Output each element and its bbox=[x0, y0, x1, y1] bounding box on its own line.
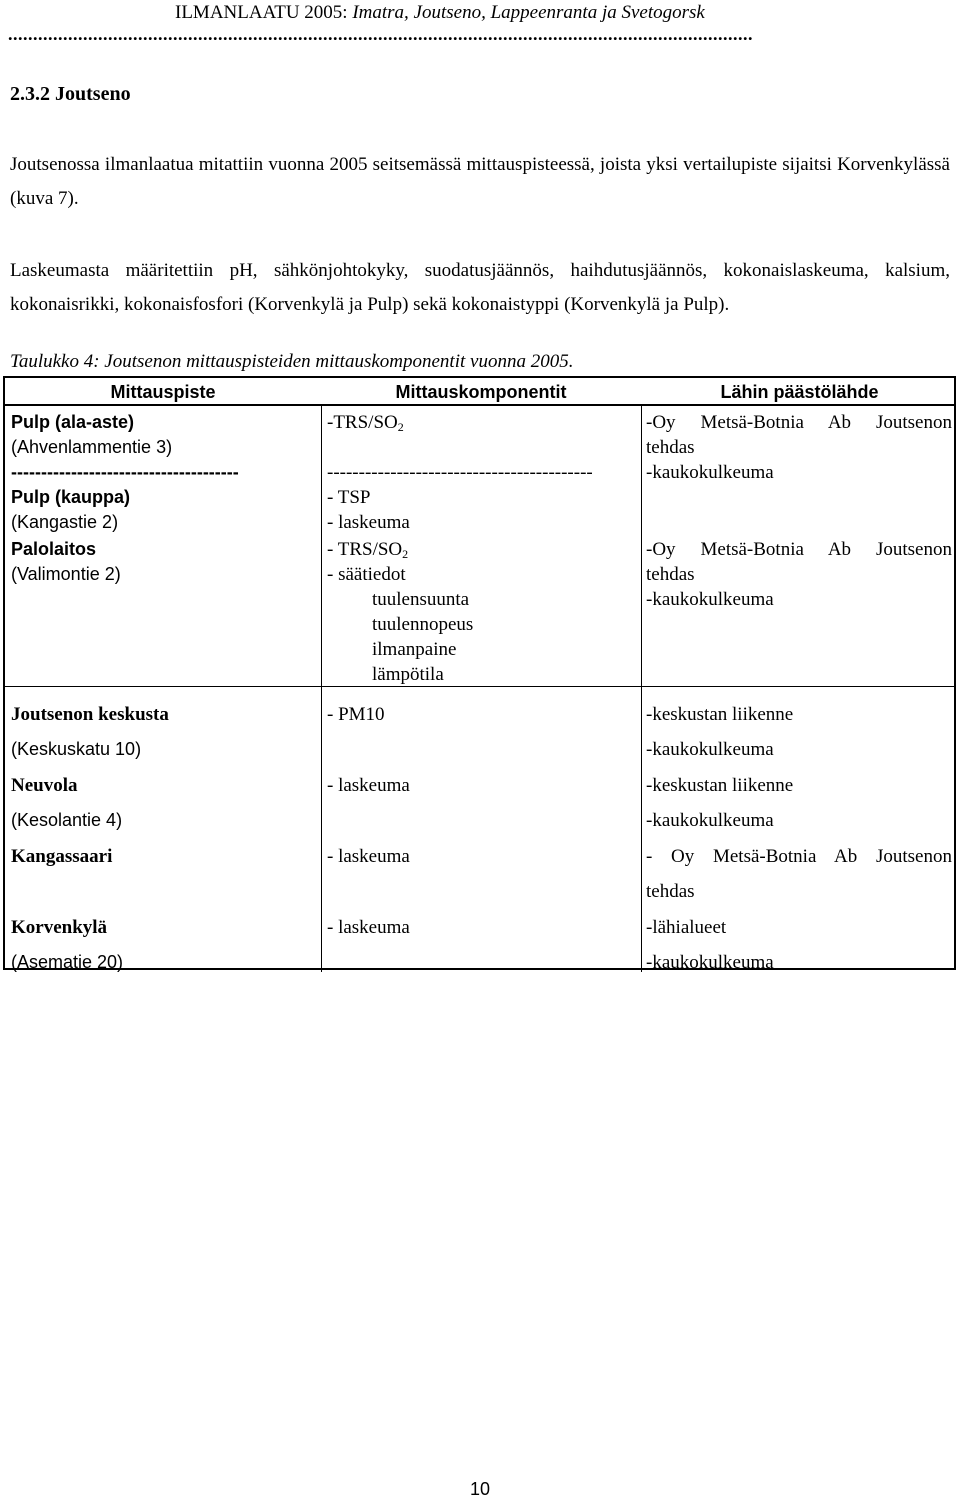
station-address: (Kesolantie 4) bbox=[11, 810, 123, 830]
station-address: (Keskuskatu 10) bbox=[11, 739, 142, 759]
dashed-separator: ------------------------------------------ bbox=[327, 462, 593, 483]
table-row-pulp-components bbox=[327, 410, 637, 535]
table-row-neuvola-components bbox=[327, 768, 637, 803]
table-row-kangassaari-name bbox=[11, 839, 311, 874]
table-row-neuvola-name bbox=[11, 768, 311, 838]
component-item: - TRS/$SO_2$ bbox=[327, 539, 409, 561]
component-item: - TSP bbox=[327, 487, 371, 508]
header-mittauspiste: Mittauspiste bbox=[110, 382, 216, 402]
source-item: -kaukokulkeuma bbox=[646, 739, 774, 760]
component-subitem: tuulennopeus bbox=[372, 614, 474, 635]
running-header bbox=[175, 2, 705, 24]
station-name: Pulp (kauppa) bbox=[11, 487, 131, 507]
paragraph-1: Joutsenossa ilmanlaatua mitattiin vuonna 2005 seitsemässä mittauspisteessä, joista yksi vertailupiste sijaitsi Korvenkylässä (kuva 7). bbox=[10, 154, 950, 209]
header-mittauskomponentit: Mittauskomponentit bbox=[395, 382, 567, 402]
source-item: tehdas bbox=[646, 437, 695, 458]
column-divider bbox=[321, 404, 322, 972]
station-name: Palolaitos bbox=[11, 539, 97, 559]
table-row-kangassaari-components bbox=[327, 839, 637, 874]
table-row-korvenkyla-name bbox=[11, 910, 311, 980]
component-item: - laskeuma bbox=[327, 775, 410, 796]
table-row-pulp-sources bbox=[646, 410, 952, 485]
component-item: - PM10 bbox=[327, 704, 385, 725]
measurement-table bbox=[3, 376, 956, 973]
table-row-palolaitos-sources bbox=[646, 537, 952, 612]
source-item: -kaukokulkeuma bbox=[646, 810, 774, 831]
station-name: Pulp (ala-aste) bbox=[11, 412, 135, 432]
component-subitem: ilmanpaine bbox=[372, 639, 457, 660]
section-title: 2.3.2 Joutseno bbox=[10, 83, 131, 105]
header-title-prefix: ILMANLAATU 2005: bbox=[175, 2, 353, 23]
page-number: 10 bbox=[469, 1479, 491, 1499]
source-item: -Oy Metsä-Botnia Ab Joutsenon bbox=[646, 539, 952, 560]
component-item: - laskeuma bbox=[327, 917, 410, 938]
header-title-italic: Imatra, Joutseno, Lappeenranta ja Svetogorsk bbox=[352, 2, 705, 23]
station-address: (Asematie 20) bbox=[11, 952, 124, 972]
table-row-neuvola-sources bbox=[646, 768, 952, 838]
table-row-palolaitos-name bbox=[11, 537, 311, 587]
source-item: -keskustan liikenne bbox=[646, 775, 794, 796]
table-header-row bbox=[5, 378, 954, 406]
source-item: -Oy Metsä-Botnia Ab Joutsenon bbox=[646, 412, 952, 433]
source-item: -lähialueet bbox=[646, 917, 727, 938]
source-item: tehdas bbox=[646, 564, 695, 585]
table-row-kangassaari-sources bbox=[646, 839, 952, 909]
source-item: tehdas bbox=[646, 881, 695, 902]
station-address: (Kangastie 2) bbox=[11, 512, 119, 532]
source-item: -keskustan liikenne bbox=[646, 704, 794, 725]
table-row-keskusta-components bbox=[327, 697, 637, 732]
station-name: Korvenkylä bbox=[11, 917, 108, 938]
table-caption: Taulukko 4: Joutsenon mittauspisteiden mittauskomponentit vuonna 2005. bbox=[10, 351, 574, 372]
table-row-korvenkyla-sources bbox=[646, 910, 952, 980]
component-item: $-TRS/SO_2$ bbox=[327, 412, 404, 434]
header-dotted-rule: ..................................................................................................................................................... bbox=[8, 24, 753, 44]
component-subitem: tuulensuunta bbox=[372, 589, 470, 610]
table-row-korvenkyla-components bbox=[327, 910, 637, 945]
source-item: - Oy Metsä-Botnia Ab Joutsenon bbox=[646, 846, 952, 867]
table-row-keskusta-sources bbox=[646, 697, 952, 767]
component-item: - laskeuma bbox=[327, 846, 410, 867]
component-item: - laskeuma bbox=[327, 512, 410, 533]
component-subitem: lämpötila bbox=[372, 664, 444, 685]
table-row-pulp-name bbox=[11, 410, 311, 535]
station-name: Kangassaari bbox=[11, 846, 113, 867]
header-lahin-paastolahde: Lähin päästölähde bbox=[720, 382, 879, 402]
station-address: (Ahvenlammentie 3) bbox=[11, 437, 173, 457]
component-item: - säätiedot bbox=[327, 564, 406, 585]
station-name: Joutsenon keskusta bbox=[11, 704, 169, 725]
source-item: -kaukokulkeuma bbox=[646, 952, 774, 973]
column-divider bbox=[641, 404, 642, 972]
table-row-palolaitos-components bbox=[327, 537, 637, 687]
dashed-separator: -------------------------------------- bbox=[11, 462, 239, 482]
paragraph-2: Laskeumasta määritettiin pH, sähkönjohtokyky, suodatusjäännös, haihdutusjäännös, kokonaislaskeuma, kalsium, kokonaisrikki, kokonaisfosfori (Korvenkylä ja Pulp) sekä kokonaistyppi (Korvenkylä ja Pulp). bbox=[10, 260, 950, 315]
source-item: -kaukokulkeuma bbox=[646, 462, 774, 483]
station-name: Neuvola bbox=[11, 775, 78, 796]
table-row-keskusta-name bbox=[11, 697, 311, 767]
station-address: (Valimontie 2) bbox=[11, 564, 121, 584]
source-item: -kaukokulkeuma bbox=[646, 589, 774, 610]
